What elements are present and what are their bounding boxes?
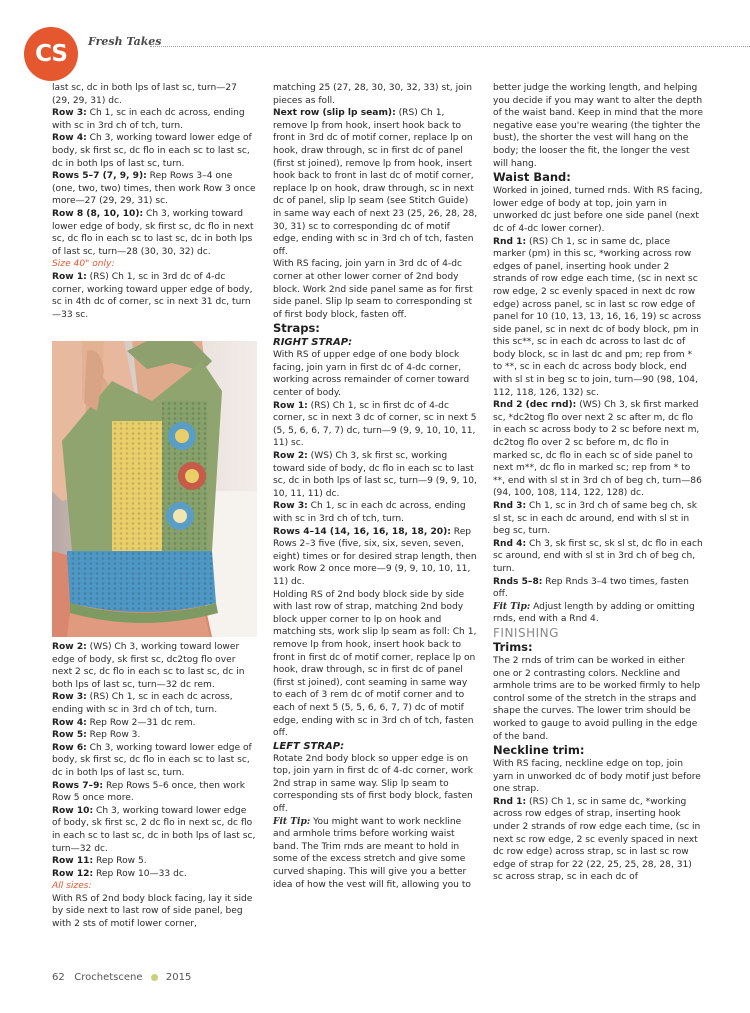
paragraph (493, 185, 703, 235)
header-rule (150, 46, 750, 47)
paragraph-text: With RS facing, neckline edge on top, join yarn in unworked dc of body motif just before one strap. (493, 759, 701, 795)
section-heading (493, 170, 703, 185)
instruction-label: Rows 7–9: (52, 780, 104, 791)
instruction-label: Rows 4–14 (14, 16, 16, 18, 18, 20): (273, 526, 451, 537)
paragraph-text: Ch 3, working toward lower edge of body, sk first sc, dc flo in next sc, dc flo in each sc to last sc, dc in both lps of last sc, turn—28 (30, 30, 32) dc. (52, 208, 254, 257)
paragraph-text: Ch 1, sc in each dc across, ending with sc in 3rd ch of tch, turn. (52, 108, 245, 131)
paragraph (273, 753, 478, 816)
instruction-label: Rnds 5–8: (493, 576, 543, 587)
paragraph (273, 349, 478, 399)
heading-text: Waist Band: (493, 170, 571, 185)
column-1-top (52, 82, 257, 321)
column-1-bottom (52, 641, 257, 931)
paragraph (273, 450, 478, 500)
instruction-label: Row 4: (52, 133, 87, 144)
paragraph-text: (RS) Ch 1, sc in each dc across, ending with sc in 3rd ch of tch, turn. (52, 692, 233, 715)
paragraph-text: Rep Rows 5–6 once, then work Row 5 once more. (52, 780, 245, 804)
sub-heading (273, 740, 478, 753)
size-note-text: Size 40" only: (52, 259, 115, 270)
paragraph (493, 576, 703, 601)
instruction-label: Next row (slip lp seam): (273, 108, 396, 119)
section-heading (273, 321, 478, 336)
paragraph (273, 816, 478, 892)
finishing-heading (493, 626, 703, 640)
paragraph-text: Ch 3, working toward lower edge of body, sk first sc, dc flo in each sc to last sc, dc in both lps of last sc, turn. (52, 133, 252, 169)
instruction-label: Row 3: (52, 108, 87, 119)
page-number: 62 (52, 972, 65, 983)
paragraph-text: (RS) Ch 1, sc in 3rd dc of 4-dc corner, working toward upper edge of body, sc in 4th dc of corner, sc in next 31 dc, turn—33 sc. (52, 271, 253, 320)
paragraph (493, 796, 703, 884)
paragraph-text: Rep Row 3. (86, 730, 141, 741)
tip-label: Fit Tip: (273, 815, 311, 827)
paragraph-text: Holding RS of 2nd body block side by side with last row of strap, matching 2nd body block upper corner to lp on hook and matching sts, work slip lp seam as foll: Ch 1, remove lp from hook, insert hook back to front in first dc of motif corner, replace lp on hook, draw through, sc in first dc of panel (first st joined), cont seaming in same way to each of 3 rem dc of motif corner and to each of next 5 (5, 5, 6, 6, 7, 7) dc of motif edge, ending with sc in 3rd ch of tch, fasten off. (273, 589, 477, 739)
instruction-label: Row 12: (52, 868, 94, 879)
instruction-label: Row 8 (8, 10, 10): (52, 208, 144, 219)
paragraph (52, 641, 257, 691)
paragraph (273, 589, 478, 740)
instruction-label: Row 10: (52, 805, 94, 816)
magazine-name: Crochetscene (74, 972, 143, 983)
paragraph-text: Rep Rows 3–4 one (one, two, two) times, then work Row 3 once more—27 (29, 29, 31) sc. (52, 171, 256, 207)
heading-text: Trims: (493, 639, 533, 654)
vest-photo (52, 341, 257, 637)
instruction-label: Rnd 3: (493, 501, 527, 511)
instruction-label: Row 3: (52, 692, 87, 703)
column-2 (273, 82, 478, 891)
heading-text: Straps: (273, 321, 320, 336)
footer-dot-icon (151, 974, 158, 981)
size-note-text: All sizes: (52, 881, 92, 892)
paragraph (493, 655, 703, 743)
paragraph (493, 82, 703, 170)
paragraph-text: (WS) Ch 3, sk first marked sc, *dc2tog flo over next 2 sc after m, dc flo in each sc across body to 2 sc before next m, dc2tog flo over 2 sc before m, dc flo in marked sc, dc flo in each sc of side panel to next m**, dc flo in marked sc; rep from * to **, end with sl st in 3rd ch of beg ch, turn—86 (94, 100, 108, 114, 122, 128) dc. (493, 400, 702, 499)
paragraph-text: (RS) Ch 1, sc in first dc of 4-dc corner, sc in next 3 dc of corner, sc in next 5 (5, 5, 6, 6, 7, 7) dc, turn—9 (9, 9, 10, 10, 11, 11) sc. (273, 400, 477, 449)
paragraph (273, 258, 478, 321)
paragraph (52, 271, 257, 321)
paragraph (493, 236, 703, 400)
instruction-label: Rows 5–7 (7, 9, 9): (52, 171, 147, 182)
subheading-text: RIGHT STRAP: (273, 337, 353, 349)
paragraph (52, 132, 257, 170)
paragraph-text: better judge the working length, and helping you decide if you may want to alter the depth of the waist band. Keep in mind that the more negative ease you're wearing (the tighter the bust), the shorter the vest will hang on the body; the looser the fit, the longer the vest will hang. (493, 83, 703, 169)
instruction-label: Row 5: (52, 730, 87, 741)
paragraph-text: (WS) Ch 3, sk first sc, working toward side of body, dc flo in each sc to last sc, dc in both lps of last sc, turn—9 (9, 9, 10, 10, 11, 11) dc. (273, 451, 477, 499)
paragraph (493, 601, 703, 626)
column-3 (493, 82, 703, 884)
section-heading (493, 743, 703, 758)
paragraph (52, 691, 257, 716)
paragraph-text: Rep Row 10—33 dc. (93, 868, 187, 879)
paragraph-text: Rep Row 5. (93, 856, 147, 867)
instruction-label: Row 2: (52, 642, 87, 652)
paragraph (52, 742, 257, 780)
paragraph-text: Rotate 2nd body block so upper edge is on top, join yarn in first dc of 4-dc corner, work 2nd strap in same way. Slip lp seam to corresponding sts of first body block, fasten off. (273, 753, 474, 815)
subheading-text: LEFT STRAP: (273, 740, 345, 752)
instruction-label: Rnd 2 (dec rnd): (493, 400, 577, 411)
paragraph-text: Rep Row 2—31 dc rem. (86, 717, 196, 728)
paragraph (52, 107, 257, 132)
instruction-label: Row 2: (273, 451, 308, 462)
paragraph (493, 758, 703, 796)
section-heading (493, 640, 703, 655)
instruction-label: Row 1: (52, 271, 87, 282)
paragraph (52, 717, 257, 730)
paragraph (273, 500, 478, 525)
issue-year: 2015 (165, 972, 192, 983)
paragraph (273, 107, 478, 258)
size-note (52, 880, 257, 893)
paragraph-text: Ch 3, working toward lower edge of body, sk first sc, dc flo in each sc to last sc, dc in both lps of last sc, turn. (52, 742, 252, 778)
instruction-label: Row 3: (273, 501, 308, 512)
instruction-label: Row 11: (52, 856, 94, 867)
paragraph-text: Ch 1, sc in each dc across, ending with sc in 3rd ch of tch, turn. (273, 501, 466, 524)
paragraph-text: (WS) Ch 3, working toward lower edge of body, sk first sc, dc2tog flo over next 2 sc, dc flo in each sc to last sc, dc in both lps of last sc, turn—32 dc rem. (52, 642, 245, 690)
finishing-text: FINISHING (493, 625, 559, 640)
paragraph (52, 82, 257, 107)
paragraph (52, 855, 257, 868)
paragraph-text: With RS of upper edge of one body block facing, join yarn in first dc of 4-dc corner, working across remainder of corner toward center of body. (273, 350, 470, 399)
paragraph-text: Ch 3, working toward lower edge of body, sk first sc, 2 dc flo in next sc, dc flo in each sc to last sc, dc in both lps of last sc, turn—32 dc. (52, 805, 256, 854)
paragraph-text: Rep Rows 2–3 five (five, six, six, seven, seven, eight) times or for desired strap length, then work Row 2 once more—9 (9, 9, 10, 10, 11, 11) dc. (273, 526, 477, 587)
paragraph (493, 500, 703, 538)
paragraph (273, 400, 478, 450)
instruction-label: Rnd 1: (493, 236, 527, 247)
paragraph-text: Ch 3, sk first sc, sk sl st, dc flo in each sc around, end with sl st in 3rd ch of beg ch, turn. (493, 538, 703, 574)
paragraph-text: With RS of 2nd body block facing, lay it side by side next to last row of side panel, beg with 2 sts of motif lower corner, (52, 893, 253, 930)
paragraph-text: Ch 1, sc in 3rd ch of same beg ch, sk sl st, sc in each dc around, end with sl st in beg sc, turn. (493, 501, 697, 537)
paragraph (52, 170, 257, 208)
heading-text: Neckline trim: (493, 743, 585, 758)
instruction-label: Row 6: (52, 742, 87, 753)
cs-logo: CS (24, 27, 78, 81)
page-footer (52, 972, 191, 983)
instruction-label: Rnd 1: (493, 796, 527, 807)
instruction-label: Rnd 4: (493, 538, 527, 549)
paragraph (52, 868, 257, 881)
paragraph-text: Rep Rnds 3–4 two times, fasten off. (493, 576, 689, 600)
paragraph (52, 208, 257, 258)
section-title: Fresh Takes (88, 35, 162, 48)
size-note (52, 258, 257, 271)
sub-heading (273, 336, 478, 349)
instruction-label: Row 4: (52, 717, 87, 728)
paragraph (493, 538, 703, 576)
paragraph (273, 526, 478, 589)
instruction-label: Row 1: (273, 400, 308, 411)
paragraph-text: Worked in joined, turned rnds. With RS facing, lower edge of body at top, join yarn in unworked dc just before one side panel (next dc of 4-dc lower corner). (493, 186, 703, 234)
paragraph-text: (RS) Ch 1, sc in same dc, place marker (pm) in this sc, *working across row edges of panel, inserting hook under 2 strands of row edge each time, (sc in next sc row edge, 2 sc evenly spaced in next dc row edge) across panel, sc in last sc row edge of panel for 10 (10, 13, 13, 16, 16, 19) sc across side panel, sc in next dc of body block, pm in this sc**, sc in each dc across to last dc of body block, sc in last dc and pm; rep from * to **, sc in each dc across body block, end with sl st in beg sc to join, turn—90 (98, 104, 112, 118, 126, 132) sc. (493, 236, 702, 398)
paragraph-text: matching 25 (27, 28, 30, 30, 32, 33) st, join pieces as foll. (273, 83, 472, 106)
paragraph-text: With RS facing, join yarn in 3rd dc of 4-dc corner at other lower corner of 2nd body block. Work 2nd side panel same as for first side panel. Slip lp seam to corresponding st of first body block, fasten off. (273, 259, 473, 320)
paragraph-text: (RS) Ch 1, remove lp from hook, insert hook back to front in 3rd dc of motif corner, replace lp on hook, draw through, sc in first dc of panel (first st joined), remove lp from hook, insert hook back to front in last dc of motif corner, replace lp on hook, draw through, sc in next dc of panel, slip lp seam (see Stitch Guide) in same way each of next 23 (25, 26, 28, 28, 30, 31) sc to corresponding dc of motif edge, ending with sc in 3rd ch of tch, fasten off. (273, 108, 478, 257)
paragraph (52, 893, 257, 931)
paragraph-text: You might want to work neckline and armhole trims before working waist band. The Trim rnds are meant to hold in some of the excess stretch and give some curved shaping. This will give you a better idea of how the vest will fit, allowing you to (273, 816, 471, 890)
paragraph-text: Adjust length by adding or omitting rnds, end with a Rnd 4. (493, 601, 695, 625)
paragraph-text: (RS) Ch 1, sc in same dc, *working across row edges of strap, inserting hook under 2 strands of row edge each time, (sc in next sc row edge, 2 sc evenly spaced in next dc row edge) across strap, sc in last sc row edge of strap for 22 (22, 25, 25, 28, 28, 31) sc across strap, sc in each dc of (493, 796, 701, 883)
paragraph (52, 805, 257, 855)
paragraph-text: last sc, dc in both lps of last sc, turn—27 (29, 29, 31) dc. (52, 83, 237, 106)
paragraph (52, 729, 257, 742)
paragraph (273, 82, 478, 107)
tip-label: Fit Tip: (493, 600, 531, 612)
paragraph (493, 399, 703, 500)
paragraph (52, 780, 257, 805)
paragraph-text: The 2 rnds of trim can be worked in either one or 2 contrasting colors. Neckline and armhole trims are to be worked firmly to help control some of the stretch in the straps and shape the curves. The lower trim should be worked to gauge to avoid pulling in the edge of the band. (493, 655, 701, 742)
